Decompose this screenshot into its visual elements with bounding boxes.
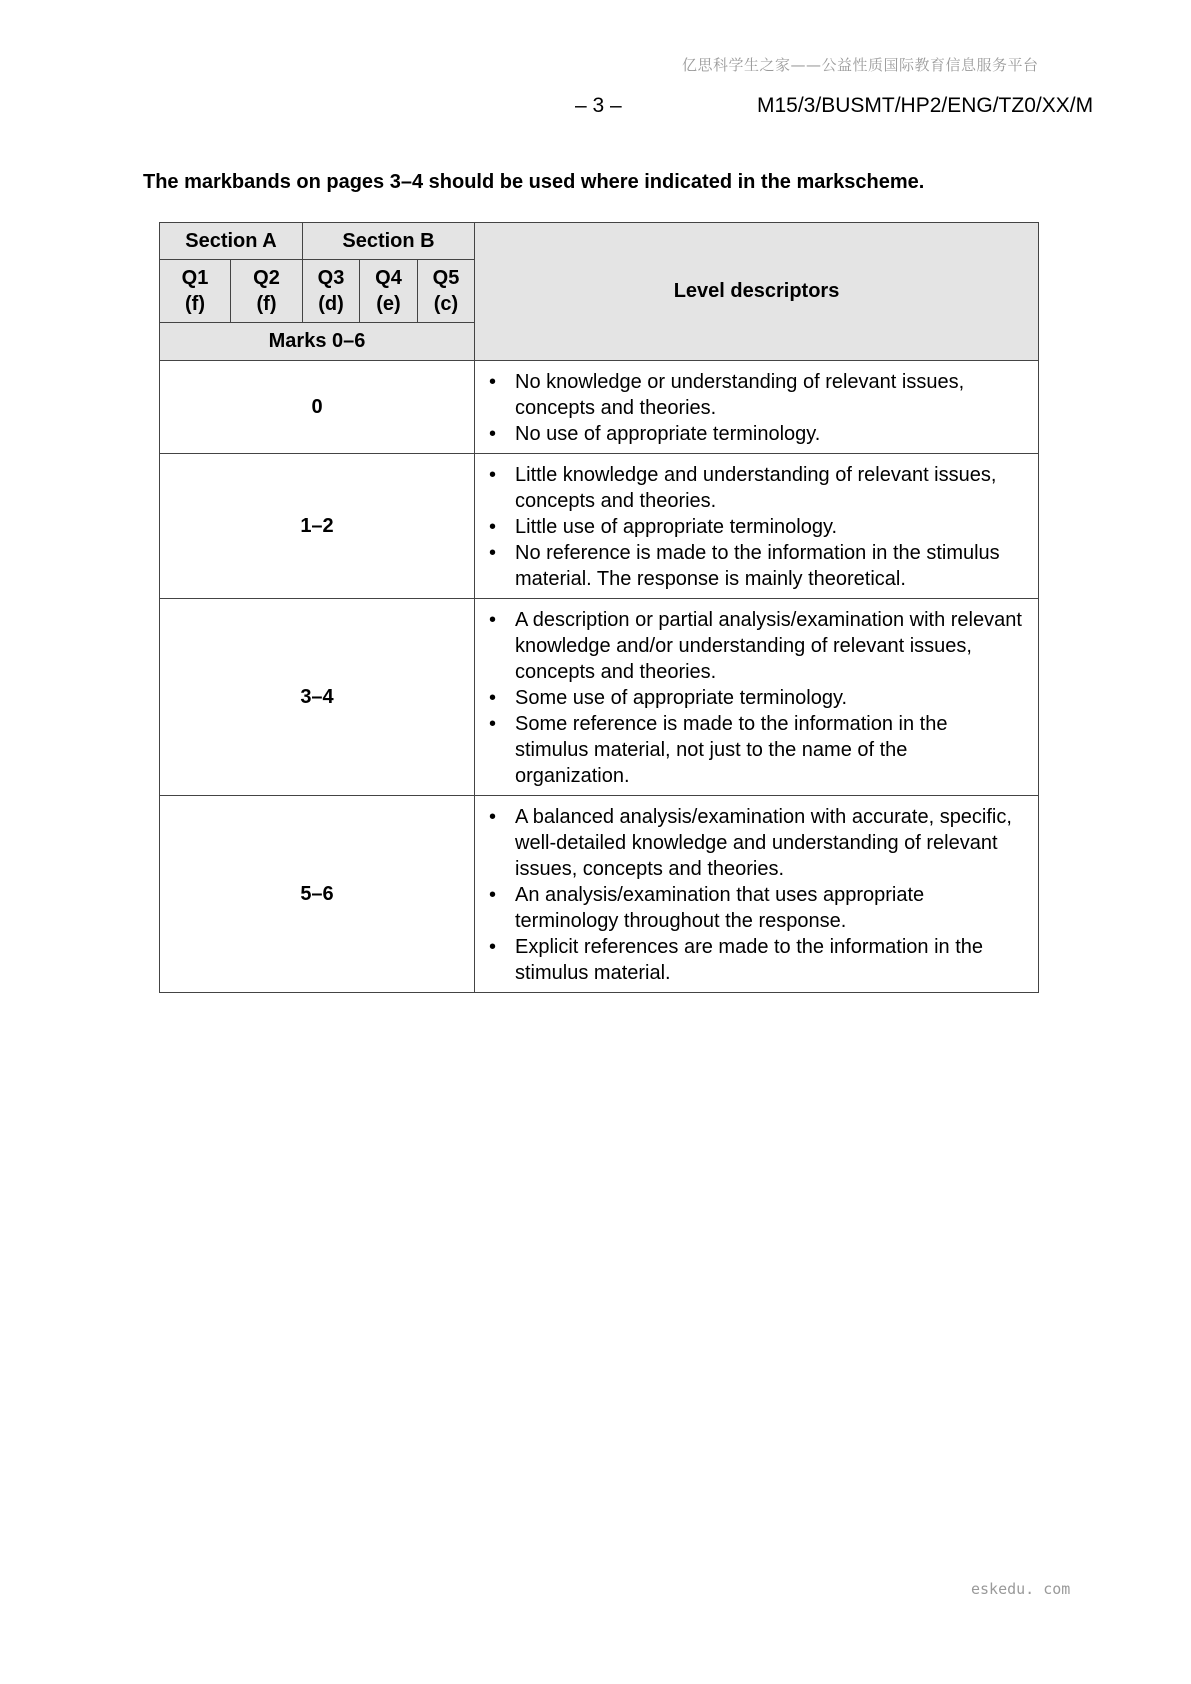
table-row [160, 361, 1039, 454]
section-a-header: Section A [160, 223, 303, 260]
descriptor-item: • No reference is made to the information in the stimulus material. The response is mainly theoretical. [489, 542, 1000, 590]
descriptor-cell [475, 454, 1039, 599]
watermark-bottom: eskedu. com [971, 1580, 1071, 1598]
descriptor-item: • Some reference is made to the information in the stimulus material, not just to the name of the organization. [489, 713, 948, 787]
descriptor-item: • No knowledge or understanding of relevant issues, concepts and theories. [489, 371, 965, 419]
descriptor-cell [475, 361, 1039, 454]
watermark-top: 亿思科学生之家——公益性质国际教育信息服务平台 [682, 56, 1039, 74]
descriptor-item: • No use of appropriate terminology. [489, 423, 821, 445]
descriptor-item: • Some use of appropriate terminology. [489, 687, 848, 709]
page-number: – 3 – [575, 94, 622, 117]
descriptor-item: • A balanced analysis/examination with accurate, specific, well-detailed knowledge and understanding of relevant issues, concepts and theories. [489, 806, 1012, 880]
table-row [160, 599, 1039, 796]
descriptor-item: • Little knowledge and understanding of relevant issues, concepts and theories. [489, 464, 997, 512]
level-descriptors-header: Level descriptors [475, 223, 1039, 361]
marks-range-header: Marks 0–6 [160, 323, 475, 361]
table-row [160, 796, 1039, 993]
descriptor-item: • An analysis/examination that uses appropriate terminology throughout the response. [489, 884, 925, 932]
section-b-header: Section B [303, 223, 475, 260]
mark-band: 0 [160, 361, 475, 454]
document-code: M15/3/BUSMT/HP2/ENG/TZ0/XX/M [757, 94, 1094, 117]
mark-band: 1–2 [160, 454, 475, 599]
question-header: Q2 (f) [231, 260, 303, 323]
mark-band: 5–6 [160, 796, 475, 993]
descriptor-item: • Little use of appropriate terminology. [489, 516, 838, 538]
table-row [160, 454, 1039, 599]
descriptor-cell [475, 796, 1039, 993]
mark-band: 3–4 [160, 599, 475, 796]
markbands-table [159, 222, 1039, 993]
descriptor-item: • Explicit references are made to the information in the stimulus material. [489, 936, 984, 984]
intro-text: The markbands on pages 3–4 should be used where indicated in the markscheme. [143, 171, 925, 193]
question-header: Q5 (c) [418, 260, 475, 323]
descriptor-cell [475, 599, 1039, 796]
question-header: Q4 (e) [360, 260, 418, 323]
question-header: Q1 (f) [160, 260, 231, 323]
descriptor-item: • A description or partial analysis/examination with relevant knowledge and/or understanding of relevant issues, concepts and theories. [489, 609, 1022, 683]
question-header: Q3 (d) [303, 260, 360, 323]
